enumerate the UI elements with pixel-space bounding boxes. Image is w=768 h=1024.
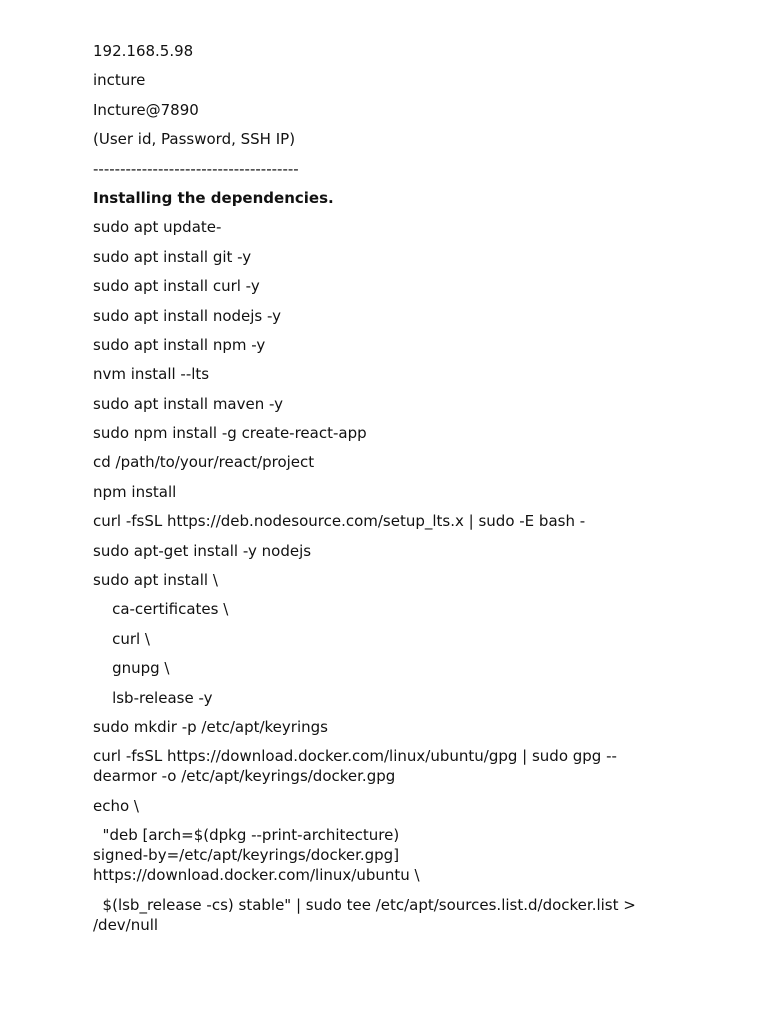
command-line: lsb-release -y bbox=[93, 688, 213, 707]
ssh-ip-line: 192.168.5.98 bbox=[93, 42, 194, 60]
command-line: "deb [arch=$(dpkg --print-architecture) signed-by=/etc/apt/keyrings/docker.gpg] https://download.docker.com/linux/ubuntu \ bbox=[93, 826, 420, 885]
command-line: curl -fsSL https://download.docker.com/linux/ubuntu/gpg | sudo gpg --dearmor -o /etc/apt/keyrings/docker.gpg bbox=[93, 747, 617, 786]
document-body bbox=[93, 41, 673, 944]
command-line: sudo apt install nodejs -y bbox=[93, 306, 282, 325]
section-heading: Installing the dependencies. bbox=[93, 188, 334, 207]
command-line: npm install bbox=[93, 482, 177, 501]
command-line: sudo apt install git -y bbox=[93, 247, 252, 266]
command-line: ca-certificates \ bbox=[93, 600, 229, 619]
command-line: gnupg \ bbox=[93, 659, 170, 678]
command-line: sudo apt-get install -y nodejs bbox=[93, 541, 312, 560]
command-line: cd /path/to/your/react/project bbox=[93, 453, 315, 472]
command-line: nvm install --lts bbox=[93, 365, 210, 384]
command-line: curl \ bbox=[93, 629, 150, 648]
password-line: Incture@7890 bbox=[93, 100, 199, 119]
command-line: sudo npm install -g create-react-app bbox=[93, 424, 367, 443]
command-line: sudo apt install maven -y bbox=[93, 394, 284, 413]
command-line: curl -fsSL https://deb.nodesource.com/setup_lts.x | sudo -E bash - bbox=[93, 512, 586, 531]
credentials-legend: (User id, Password, SSH IP) bbox=[93, 130, 296, 149]
command-line: sudo apt install curl -y bbox=[93, 277, 260, 296]
command-line: sudo apt update- bbox=[93, 218, 222, 237]
command-line: sudo apt install npm -y bbox=[93, 335, 266, 354]
divider-line: -------------------------------------- bbox=[93, 159, 299, 178]
command-line: sudo mkdir -p /etc/apt/keyrings bbox=[93, 717, 328, 736]
command-line: $(lsb_release -cs) stable" | sudo tee /etc/apt/sources.list.d/docker.list > /dev/null bbox=[93, 895, 641, 934]
command-line: sudo apt install \ bbox=[93, 571, 218, 590]
user-id-line: incture bbox=[93, 71, 146, 90]
command-line: echo \ bbox=[93, 796, 139, 815]
